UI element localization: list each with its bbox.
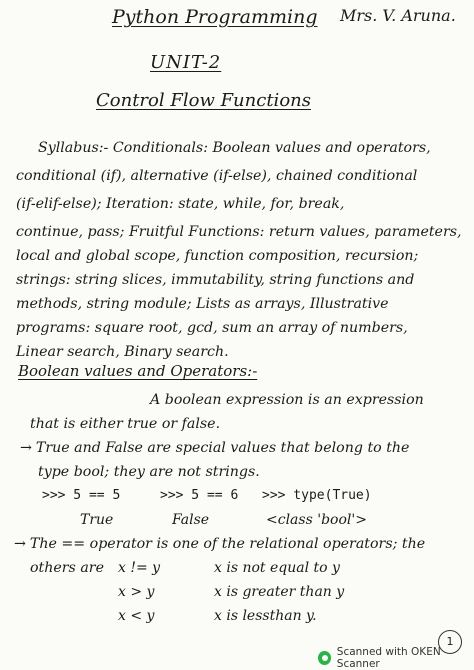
scanner-text: Scanned with OKEN Scanner xyxy=(336,646,441,670)
course-title: Python Programming xyxy=(112,6,318,28)
operator-expr: x < y xyxy=(118,608,155,624)
syllabus-line: strings: string slices, immutability, string functions and xyxy=(16,272,415,288)
scanner-watermark xyxy=(318,646,474,670)
bullet-line: → The == operator is one of the relational operators; the xyxy=(14,536,426,552)
operator-expr: x != y xyxy=(118,560,161,576)
section-heading: Boolean values and Operators:- xyxy=(18,362,258,380)
bullet-line: type bool; they are not strings. xyxy=(38,464,260,480)
syllabus-line: Linear search, Binary search. xyxy=(16,344,229,360)
example-code: >>> 5 == 6 xyxy=(160,488,239,503)
arrow-icon: → xyxy=(20,440,32,456)
syllabus-line: (if-elif-else); Iteration: state, while, for, break, xyxy=(16,196,345,212)
syllabus-line: continue, pass; Fruitful Functions: return values, parameters, xyxy=(16,224,462,240)
author-name: Mrs. V. Aruna. xyxy=(340,6,456,25)
example-code: >>> 5 == 5 xyxy=(42,488,121,503)
intro-line: A boolean expression is an expression xyxy=(150,392,424,408)
example-result: False xyxy=(172,512,210,528)
page-number: 1 xyxy=(438,630,462,654)
intro-line: that is either true or false. xyxy=(30,416,221,432)
operator-desc: x is not equal to y xyxy=(214,560,340,576)
syllabus-line: Syllabus:- Conditionals: Boolean values and operators, xyxy=(38,140,431,156)
example-code: >>> type(True) xyxy=(262,488,372,503)
arrow-icon: → xyxy=(14,536,26,552)
syllabus-line: local and global scope, function composition, recursion; xyxy=(16,248,419,264)
syllabus-line: programs: square root, gcd, sum an array of numbers, xyxy=(16,320,408,336)
syllabus-line: conditional (if), alternative (if-else), chained conditional xyxy=(16,168,418,184)
example-result: <class 'bool'> xyxy=(266,512,367,528)
operator-desc: x is lessthan y. xyxy=(214,608,317,624)
bullet-line: → True and False are special values that belong to the xyxy=(20,440,410,456)
topic-title: Control Flow Functions xyxy=(96,90,311,111)
bullet-line: others are xyxy=(30,560,104,576)
operator-desc: x is greater than y xyxy=(214,584,345,600)
unit-title: UNIT-2 xyxy=(150,52,222,73)
operator-expr: x > y xyxy=(118,584,155,600)
oken-scanner-icon xyxy=(318,651,331,665)
syllabus-line: methods, string module; Lists as arrays, Illustrative xyxy=(16,296,389,312)
example-result: True xyxy=(80,512,114,528)
